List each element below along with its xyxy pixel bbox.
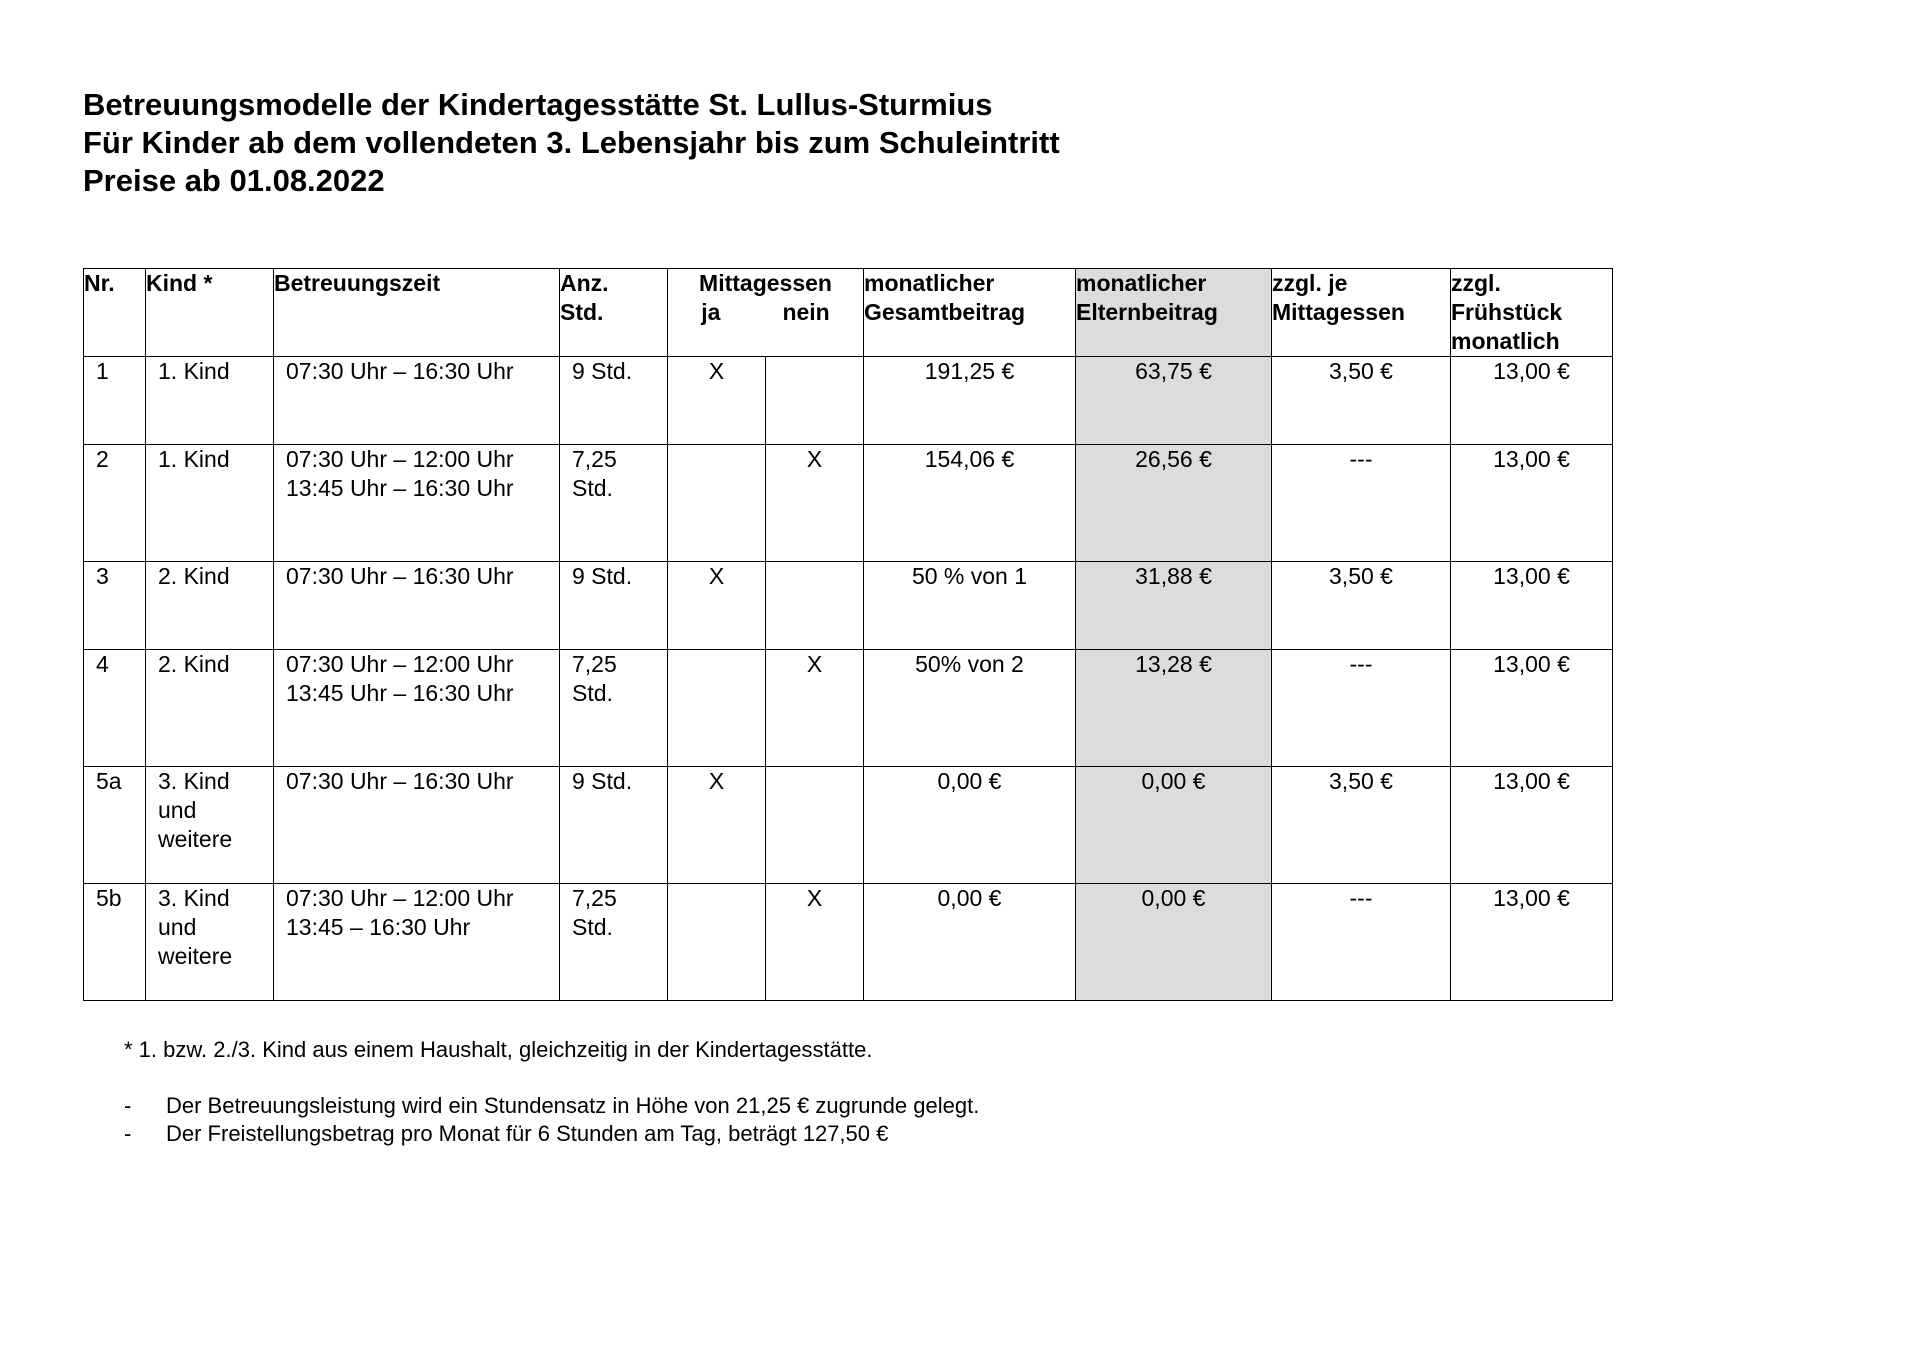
document-title	[83, 86, 1060, 200]
header-gesamtbeitrag: monatlicher Gesamtbeitrag	[864, 269, 1076, 357]
cell-gesamtbeitrag: 154,06 €	[864, 445, 1076, 562]
cell-betreuungszeit: 07:30 Uhr – 16:30 Uhr	[274, 562, 560, 650]
cell-betreuungszeit: 07:30 Uhr – 12:00 Uhr 13:45 Uhr – 16:30 Uhr	[274, 650, 560, 767]
cell-nr: 4	[84, 650, 146, 767]
cell-elternbeitrag: 31,88 €	[1076, 562, 1272, 650]
cell-fruehstueck: 13,00 €	[1451, 562, 1613, 650]
pricing-table	[83, 268, 1613, 1001]
cell-kind: 3. Kind und weitere	[146, 884, 274, 1001]
cell-fruehstueck: 13,00 €	[1451, 884, 1613, 1001]
cell-mittagessen-nein	[766, 562, 864, 650]
cell-zzgl-mittagessen: ---	[1272, 445, 1451, 562]
cell-nr: 2	[84, 445, 146, 562]
cell-elternbeitrag: 0,00 €	[1076, 767, 1272, 884]
cell-mittagessen-nein: X	[766, 445, 864, 562]
title-line-2: Für Kinder ab dem vollendeten 3. Lebensjahr bis zum Schuleintritt	[83, 125, 1060, 160]
table-header-row	[84, 269, 1613, 357]
cell-nr: 1	[84, 357, 146, 445]
cell-mittagessen-ja	[668, 650, 766, 767]
table-row	[84, 767, 1613, 884]
table-row	[84, 357, 1613, 445]
cell-zzgl-mittagessen: 3,50 €	[1272, 357, 1451, 445]
cell-gesamtbeitrag: 50 % von 1	[864, 562, 1076, 650]
cell-anz-std: 7,25 Std.	[560, 884, 668, 1001]
title-line-3: Preise ab 01.08.2022	[83, 163, 385, 198]
cell-mittagessen-nein	[766, 767, 864, 884]
cell-anz-std: 9 Std.	[560, 357, 668, 445]
cell-mittagessen-nein: X	[766, 650, 864, 767]
footnote: * 1. bzw. 2./3. Kind aus einem Haushalt, gleichzeitig in der Kindertagesstätte.	[124, 1037, 873, 1062]
cell-betreuungszeit: 07:30 Uhr – 16:30 Uhr	[274, 767, 560, 884]
cell-elternbeitrag: 63,75 €	[1076, 357, 1272, 445]
header-mittagessen-ja: ja	[701, 299, 721, 325]
cell-mittagessen-ja: X	[668, 767, 766, 884]
cell-kind: 1. Kind	[146, 445, 274, 562]
cell-zzgl-mittagessen: ---	[1272, 884, 1451, 1001]
cell-gesamtbeitrag: 50% von 2	[864, 650, 1076, 767]
cell-zzgl-mittagessen: ---	[1272, 650, 1451, 767]
cell-fruehstueck: 13,00 €	[1451, 445, 1613, 562]
header-elternbeitrag: monatlicher Elternbeitrag	[1076, 269, 1272, 357]
cell-mittagessen-nein	[766, 357, 864, 445]
note-bullet: -	[124, 1093, 132, 1118]
cell-anz-std: 7,25 Std.	[560, 445, 668, 562]
cell-fruehstueck: 13,00 €	[1451, 650, 1613, 767]
header-zzgl-mittagessen: zzgl. je Mittagessen	[1272, 269, 1451, 357]
cell-mittagessen-ja	[668, 884, 766, 1001]
note-item	[124, 1092, 979, 1120]
header-nr: Nr.	[84, 269, 146, 357]
cell-betreuungszeit: 07:30 Uhr – 12:00 Uhr 13:45 – 16:30 Uhr	[274, 884, 560, 1001]
cell-elternbeitrag: 13,28 €	[1076, 650, 1272, 767]
note-item	[124, 1120, 979, 1148]
cell-elternbeitrag: 0,00 €	[1076, 884, 1272, 1001]
header-mittagessen: Mittagessen ja nein	[668, 269, 864, 357]
cell-anz-std: 9 Std.	[560, 767, 668, 884]
table-row	[84, 650, 1613, 767]
note-text: Der Betreuungsleistung wird ein Stundensatz in Höhe von 21,25 € zugrunde gelegt.	[166, 1093, 980, 1118]
header-fruehstueck: zzgl. Frühstück monatlich	[1451, 269, 1613, 357]
cell-mittagessen-nein: X	[766, 884, 864, 1001]
cell-anz-std: 9 Std.	[560, 562, 668, 650]
cell-fruehstueck: 13,00 €	[1451, 357, 1613, 445]
table-row	[84, 445, 1613, 562]
note-bullet: -	[124, 1121, 132, 1146]
cell-gesamtbeitrag: 191,25 €	[864, 357, 1076, 445]
cell-nr: 5a	[84, 767, 146, 884]
cell-gesamtbeitrag: 0,00 €	[864, 767, 1076, 884]
cell-fruehstueck: 13,00 €	[1451, 767, 1613, 884]
note-text: Der Freistellungsbetrag pro Monat für 6 Stunden am Tag, beträgt 127,50 €	[166, 1121, 889, 1146]
cell-elternbeitrag: 26,56 €	[1076, 445, 1272, 562]
cell-nr: 5b	[84, 884, 146, 1001]
cell-kind: 2. Kind	[146, 562, 274, 650]
header-mittagessen-nein: nein	[782, 299, 830, 325]
cell-kind: 3. Kind und weitere	[146, 767, 274, 884]
table-row	[84, 562, 1613, 650]
cell-mittagessen-ja: X	[668, 357, 766, 445]
cell-zzgl-mittagessen: 3,50 €	[1272, 767, 1451, 884]
cell-mittagessen-ja	[668, 445, 766, 562]
cell-anz-std: 7,25 Std.	[560, 650, 668, 767]
table-row	[84, 884, 1613, 1001]
cell-kind: 1. Kind	[146, 357, 274, 445]
cell-kind: 2. Kind	[146, 650, 274, 767]
cell-betreuungszeit: 07:30 Uhr – 16:30 Uhr	[274, 357, 560, 445]
header-betreuungszeit: Betreuungszeit	[274, 269, 560, 357]
cell-betreuungszeit: 07:30 Uhr – 12:00 Uhr 13:45 Uhr – 16:30 Uhr	[274, 445, 560, 562]
header-anz-std: Anz. Std.	[560, 269, 668, 357]
cell-gesamtbeitrag: 0,00 €	[864, 884, 1076, 1001]
title-line-1: Betreuungsmodelle der Kindertagesstätte St. Lullus-Sturmius	[83, 87, 993, 122]
header-kind: Kind *	[146, 269, 274, 357]
cell-zzgl-mittagessen: 3,50 €	[1272, 562, 1451, 650]
notes-list	[124, 1092, 979, 1148]
cell-nr: 3	[84, 562, 146, 650]
cell-mittagessen-ja: X	[668, 562, 766, 650]
